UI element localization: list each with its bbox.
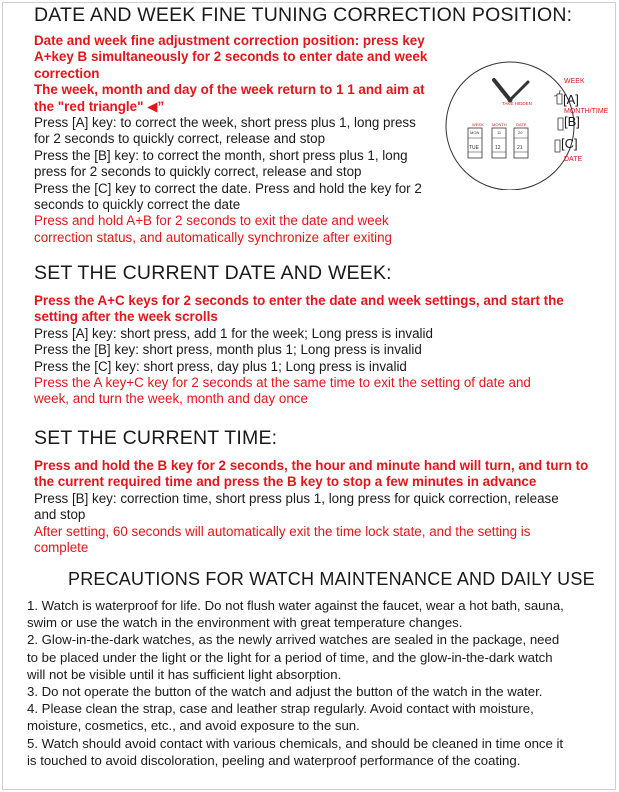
- section2-line: Press the [B] key: short press, month plus 1; Long press is invalid: [34, 342, 422, 358]
- maintenance-line: 3. Do not operate the button of the watch and adjust the button of the watch in the water.: [27, 684, 543, 700]
- window-label-month: MONTH: [492, 122, 507, 127]
- button-c: [555, 140, 560, 152]
- watch-case: [446, 62, 574, 190]
- section3-red-line: the current required time and press the B key to stop a few minutes in advance: [34, 474, 537, 490]
- section1-red-line: correction: [34, 65, 100, 81]
- section2-line: Press [A] key: short press, add 1 for the week; Long press is invalid: [34, 325, 433, 341]
- week-window-top: MON: [470, 130, 480, 135]
- section1-red-line: A+key B simultaneously for 2 seconds to enter date and week: [34, 49, 428, 65]
- week-window-value: TUE: [469, 145, 479, 151]
- section1-line: seconds to quickly correct the date: [34, 197, 241, 213]
- maintenance-line: 1. Watch is waterproof for life. Do not flush water against the faucet, wear a hot bath, sauna,: [27, 598, 564, 613]
- maintenance-line: moisture, cosmetics, etc., and avoid exposure to the sun.: [27, 718, 360, 734]
- section3-red-line: Press and hold the B key for 2 seconds, the hour and minute hand will turn, and turn to: [34, 458, 589, 473]
- section1-red-line: The week, month and day of the week return to 1 1 and aim at: [34, 82, 425, 98]
- section1-line: for 2 seconds to quickly correct, release and stop: [34, 131, 326, 147]
- section1-line: press for 2 seconds to quickly correct, release and stop: [34, 164, 362, 180]
- date-window-value: 21: [517, 145, 523, 151]
- month-window-top: 11: [497, 130, 502, 135]
- section1-red-note: Press and hold A+B for 2 seconds to exit the date and week: [34, 213, 389, 229]
- window-label-date: DATE: [516, 122, 527, 127]
- section2-red-line: setting after the week scrolls: [34, 309, 218, 325]
- section1-body: [34, 33, 427, 246]
- maintenance-line: will not be visible until it has sufficient light absorption.: [27, 666, 342, 682]
- maintenance-line: to be placed under the light or the light for a period of time, and the glow-in-the-dark watch: [27, 649, 553, 665]
- section2-title: SET THE CURRENT DATE AND WEEK:: [34, 262, 392, 284]
- side-label-month-time: MONTH/TIME: [564, 108, 609, 115]
- section4-title: PRECAUTIONS FOR WATCH MAINTENANCE AND DAILY USE: [68, 569, 595, 589]
- side-label-week: WEEK: [564, 78, 585, 85]
- brand-text: TAKE HIDDEN: [502, 101, 532, 106]
- section1-line: Press the [C] key to correct the date. Press and hold the key for 2: [34, 180, 422, 196]
- section3-body: [34, 458, 588, 556]
- maintenance-list: [27, 597, 599, 769]
- watch-diagram: [440, 60, 616, 190]
- section1-title: DATE AND WEEK FINE TUNING CORRECTION POSITION:: [34, 4, 573, 26]
- section2-line: Press the [C] key: short press, day plus 1; Long press is invalid: [34, 358, 407, 374]
- section2-red-line: Press the A+C keys for 2 seconds to enter the date and week settings, and start the: [34, 293, 564, 308]
- section2-body: [34, 293, 564, 408]
- section3-red-note: After setting, 60 seconds will automatically exit the time lock state, and the setting is: [34, 523, 531, 539]
- section1-line: Press the [B] key: to correct the month, short press plus 1, long: [34, 147, 408, 163]
- section3-line: and stop: [34, 507, 86, 523]
- date-window-top: 20: [518, 130, 523, 135]
- key-b-label: [B]: [564, 114, 580, 129]
- section1-red-line: Date and week fine adjustment correction position: press key: [34, 33, 425, 48]
- maintenance-line: 2. Glow-in-the-dark watches, as the newly arrived watches are sealed in the package, need: [27, 632, 560, 648]
- button-a: [557, 94, 562, 104]
- key-c-label: [C]: [561, 136, 578, 151]
- section1-line: Press [A] key: to correct the week, short press plus 1, long press: [34, 115, 416, 131]
- side-label-date: DATE: [564, 156, 583, 163]
- section3-line: Press [B] key: correction time, short press plus 1, long press for quick correction, release: [34, 490, 559, 506]
- section1-red-note: correction status, and automatically synchronize after exiting: [34, 229, 393, 245]
- maintenance-line: is touched to avoid discoloration, peeling and waterproof performance of the coating.: [27, 752, 521, 768]
- window-label-week: WEEK: [472, 122, 484, 127]
- month-window-value: 12: [495, 145, 501, 151]
- maintenance-line: swim or use the watch in the environment with great temperature changes.: [27, 615, 463, 631]
- button-b: [558, 118, 563, 130]
- section3-red-note: complete: [34, 540, 89, 556]
- section3-title: SET THE CURRENT TIME:: [34, 427, 278, 449]
- section2-red-note: Press the A key+C key for 2 seconds at the same time to exit the setting of date and: [34, 375, 531, 391]
- section2-red-note: week, and turn the week, month and day once: [34, 391, 308, 407]
- key-a-label: [A]: [563, 92, 579, 107]
- section1-red-line: the "red triangle" ◀”: [34, 98, 165, 114]
- maintenance-line: 5. Watch should avoid contact with various chemicals, and should be cleaned in time once it: [27, 735, 564, 751]
- maintenance-line: 4. Please clean the strap, case and leather strap regularly. Avoid contact with moisture,: [27, 701, 534, 717]
